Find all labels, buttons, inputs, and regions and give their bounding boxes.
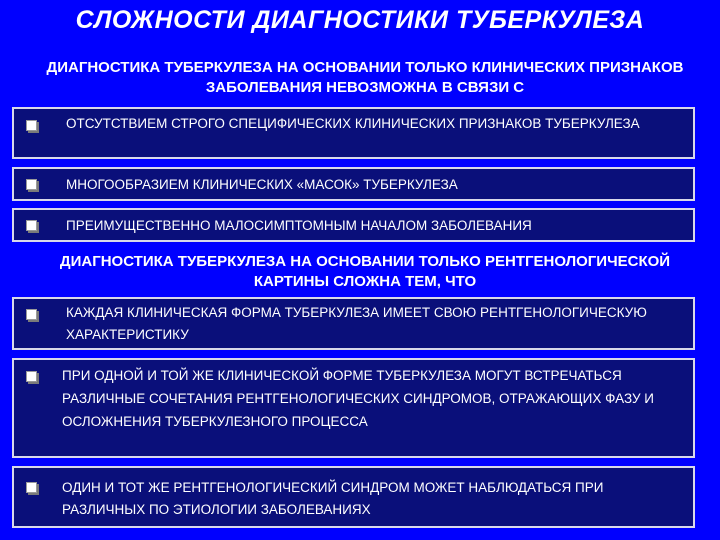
slide-title: СЛОЖНОСТИ ДИАГНОСТИКИ ТУБЕРКУЛЕЗА <box>75 6 645 34</box>
section-1-item-3-text: ПРЕИМУЩЕСТВЕННО МАЛОСИМПТОМНЫМ НАЧАЛОМ ЗАБОЛЕВАНИЯ <box>66 218 532 233</box>
section-2-item-3 <box>12 466 695 528</box>
section-1-item-1 <box>12 107 695 159</box>
square-bullet-icon <box>26 371 37 382</box>
section-2-item-1-text: КАЖДАЯ КЛИНИЧЕСКАЯ ФОРМА ТУБЕРКУЛЕЗА ИМЕЕТ СВОЮ РЕНТГЕНОЛОГИЧЕСКУЮ ХАРАКТЕРИСТИКУ <box>66 305 647 342</box>
section-1-item-1-text: ОТСУТСТВИЕМ СТРОГО СПЕЦИФИЧЕСКИХ КЛИНИЧЕСКИХ ПРИЗНАКОВ ТУБЕРКУЛЕЗА <box>66 116 640 131</box>
square-bullet-icon <box>26 482 37 493</box>
square-bullet-icon <box>26 120 37 131</box>
section-2-item-2 <box>12 358 695 458</box>
section-1-item-2-text: МНОГООБРАЗИЕМ КЛИНИЧЕСКИХ «МАСОК» ТУБЕРКУЛЕЗА <box>66 177 458 192</box>
section-2-item-2-text: ПРИ ОДНОЙ И ТОЙ ЖЕ КЛИНИЧЕСКОЙ ФОРМЕ ТУБЕРКУЛЕЗА МОГУТ ВСТРЕЧАТЬСЯ РАЗЛИЧНЫЕ СОЧЕТАНИЯ РЕНТГЕНОЛОГИЧЕСКИХ СИНДРОМОВ, ОТРАЖАЮЩИХ ФАЗУ И ОСЛОЖНЕНИЯ ТУБЕРКУЛЕЗНОГО ПРОЦЕССА <box>62 368 654 429</box>
section-1-heading: ДИАГНОСТИКА ТУБЕРКУЛЕЗА НА ОСНОВАНИИ ТОЛЬКО КЛИНИЧЕСКИХ ПРИЗНАКОВ ЗАБОЛЕВАНИЯ НЕВОЗМОЖНА В СВЯЗИ С <box>46 59 684 96</box>
square-bullet-icon <box>26 220 37 231</box>
section-1-item-3 <box>12 208 695 242</box>
square-bullet-icon <box>26 309 37 320</box>
section-2-item-3-text: ОДИН И ТОТ ЖЕ РЕНТГЕНОЛОГИЧЕСКИЙ СИНДРОМ МОЖЕТ НАБЛЮДАТЬСЯ ПРИ РАЗЛИЧНЫХ ПО ЭТИОЛОГИИ ЗАБОЛЕВАНИЯХ <box>62 480 604 517</box>
section-2-item-1 <box>12 297 695 350</box>
square-bullet-icon <box>26 179 37 190</box>
section-2-heading: ДИАГНОСТИКА ТУБЕРКУЛЕЗА НА ОСНОВАНИИ ТОЛЬКО РЕНТГЕНОЛОГИЧЕСКОЙ КАРТИНЫ СЛОЖНА ТЕМ, ЧТО <box>59 253 671 290</box>
section-1-item-2 <box>12 167 695 201</box>
